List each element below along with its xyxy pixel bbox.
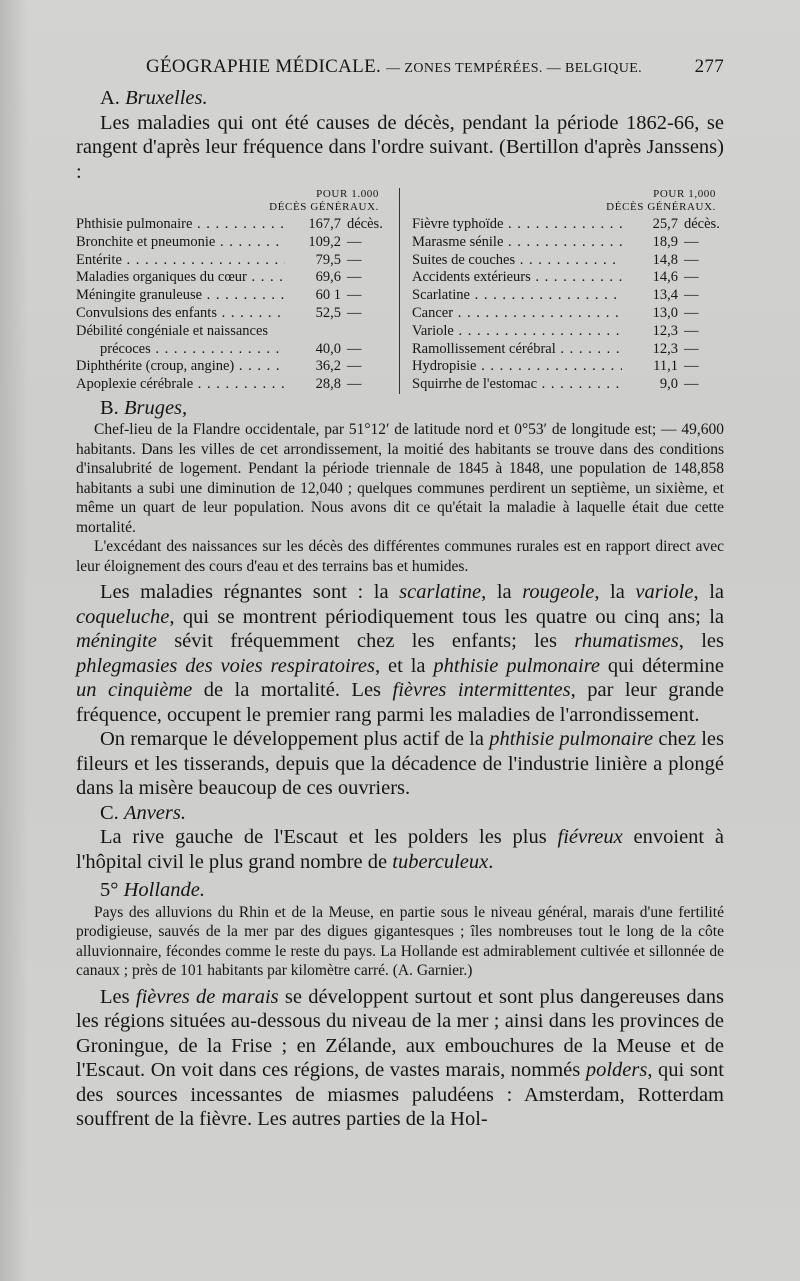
italic-run: phthisie pulmonaire — [433, 654, 601, 677]
death-rate-unit: — — [684, 376, 699, 393]
col-head-line-1: POUR 1.000 — [316, 188, 379, 200]
death-rate-value: 79,5 — [315, 251, 341, 268]
section-b-small-paragraph-2: L'excédant des naissances sur les décès des différentes communes rurales est en rapport direct avec leur éloignement des cours d'eau et des terrains bas et humides. — [76, 538, 724, 575]
cause-of-death: Débilité congéniale et naissances — [76, 322, 269, 339]
death-rate-unit: — — [347, 251, 362, 268]
section-a-intro: Les maladies qui ont été causes de décès, pendant la période 1862-66, se rangent d'après leur fréquence dans l'ordre suivant. (Bertillon d'après Janssens) : — [76, 111, 724, 183]
text-run: se développent surtout et sont plus dangereuses dans les régions situées au-dessous du niveau de la mer ; ainsi dans les provinces de Groningue, de la Frise ; en Zélande, aux embouchures de la Meuse et de l'Escaut. On voit dans ces régions, de vastes marais, nommés — [76, 985, 724, 1082]
table-row — [76, 287, 387, 305]
italic-run: un cinquième — [76, 679, 193, 702]
death-rate-unit: — — [684, 340, 699, 357]
death-rate-unit: — — [347, 358, 362, 375]
table-row — [76, 216, 387, 234]
death-rate-value: 14,6 — [652, 269, 678, 286]
section-b-paragraph-2 — [76, 727, 724, 801]
italic-run: fièvres intermittentes — [392, 679, 571, 702]
section-a-heading — [100, 86, 724, 111]
col-head-line-1r: POUR 1,000 — [653, 188, 716, 200]
death-rate-unit: — — [684, 269, 699, 286]
table-row — [76, 269, 387, 287]
italic-run: méningite — [76, 630, 157, 653]
page-spine-shadow — [0, 0, 28, 1281]
death-rate-unit: — — [347, 233, 362, 250]
death-rate-unit: — — [684, 287, 699, 304]
running-head-subtitle: — ZONES TEMPÉRÉES. — BELGIQUE. — [386, 61, 643, 76]
text-run: qui détermine — [600, 654, 725, 677]
running-head — [76, 56, 724, 78]
cause-of-death: Convulsions des enfants . . . — [76, 305, 285, 323]
text-run: de la mortalité. Les — [192, 679, 393, 702]
death-rate-value: 14,8 — [652, 251, 678, 268]
death-rate-value: 69,6 — [315, 269, 341, 286]
table-row — [76, 341, 387, 359]
text-run: , par leur grande fréquence, occupent le premier rang parmi les maladies de l'arrondissement. — [76, 679, 724, 726]
table-row — [76, 252, 387, 270]
section-5-heading — [100, 878, 724, 903]
text-run: Les maladies régnantes sont : la — [100, 581, 400, 604]
table-row — [76, 323, 387, 341]
death-rate-value: 28,8 — [315, 376, 341, 393]
table-col-head-right — [412, 188, 724, 214]
text-run: , et la — [374, 654, 434, 677]
table-row — [76, 305, 387, 323]
death-rate-unit: — — [684, 358, 699, 375]
death-rate-value: 12,3 — [652, 340, 678, 357]
section-c-title: Anvers. — [123, 801, 186, 824]
text-run: . — [488, 850, 494, 873]
death-rate-value: 109,2 — [308, 233, 341, 250]
cause-of-death: Variole . . . — [412, 323, 622, 341]
death-rate-value: 36,2 — [315, 358, 341, 375]
table-row — [412, 287, 724, 305]
death-rate-value: 11,1 — [653, 358, 678, 375]
death-rate-unit: — — [684, 233, 699, 250]
table-row — [412, 323, 724, 341]
cause-of-death: Maladies organiques du cœur . . . — [76, 269, 285, 287]
italic-run: rhumatismes — [574, 630, 679, 653]
text-run: , qui sont des sources incessantes de miasmes paludéens : Amsterdam, Rotterdam souffrent de la fièvre. Les autres parties de la Hol- — [76, 1059, 725, 1131]
table-row — [76, 234, 387, 252]
section-c-label: C. — [100, 801, 119, 824]
col-head-line-2r: DÉCÈS GÉNÉRAUX. — [606, 201, 716, 213]
text-run: , les — [678, 630, 724, 653]
table-col-head-left — [76, 188, 387, 214]
italic-run: variole — [635, 581, 694, 604]
table-row — [76, 376, 387, 394]
cause-of-death: Accidents extérieurs . . . — [412, 269, 622, 287]
death-rate-value: 12,3 — [652, 322, 678, 339]
death-rate-value: 167,7 — [308, 216, 341, 232]
section-5-title: Hollande. — [123, 879, 205, 902]
table-row — [412, 341, 724, 359]
cause-of-death: Phthisie pulmonaire . . . — [76, 216, 285, 234]
text-run: , la — [594, 581, 636, 604]
death-rate-value: 25,7 — [652, 216, 678, 232]
section-b-paragraph-1 — [76, 580, 724, 727]
italic-run: fièvres de marais — [135, 985, 279, 1008]
text-run: Les — [100, 985, 136, 1008]
death-rate-unit: décès. — [347, 216, 383, 232]
cause-of-death: précoces . . . — [76, 341, 285, 359]
italic-run: phlegmasies des voies respiratoires — [76, 654, 375, 677]
section-5-label: 5° — [100, 879, 119, 902]
death-rate-value: 18,9 — [652, 233, 678, 250]
text-run: La rive gauche de l'Escaut et les polders les plus — [100, 826, 558, 849]
cause-of-death: Squirrhe de l'estomac . . . — [412, 376, 622, 394]
death-rate-unit: — — [347, 287, 362, 304]
table-row — [412, 269, 724, 287]
table-row — [412, 216, 724, 234]
death-rate-value: 13,0 — [652, 304, 678, 321]
section-c-heading — [100, 801, 724, 826]
death-rate-unit: — — [347, 269, 362, 286]
italic-run: fiévreux — [557, 826, 623, 849]
right-rows — [412, 216, 724, 394]
section-5-paragraph-1 — [76, 985, 724, 1132]
section-c-paragraph-1 — [76, 825, 724, 874]
section-b-label: B. — [100, 396, 119, 419]
cause-of-death: Méningite granuleuse . . . — [76, 287, 285, 305]
death-rate-unit: décès. — [684, 216, 720, 232]
mortality-table-right — [400, 188, 724, 394]
cause-of-death: Ramollissement cérébral . . . — [412, 341, 622, 359]
cause-of-death: Hydropisie . . . — [412, 358, 622, 376]
death-rate-value: 40,0 — [315, 340, 341, 357]
table-row — [412, 358, 724, 376]
table-row — [412, 234, 724, 252]
cause-of-death: Scarlatine . . . — [412, 287, 622, 305]
death-rate-value: 13,4 — [652, 287, 678, 304]
italic-run: coqueluche — [76, 605, 170, 628]
text-run: chez les fileurs et les tisserands, depuis que la décadence de l'industrie linière a plongé dans la misère beaucoup de ces ouvriers. — [76, 728, 724, 800]
section-a-title: Bruxelles. — [125, 87, 208, 109]
death-rate-value: 60 1 — [315, 287, 341, 304]
section-b-title: Bruges, — [123, 396, 188, 419]
cause-of-death: Apoplexie cérébrale . . . — [76, 376, 285, 394]
death-rate-unit: — — [347, 376, 362, 393]
death-rate-value: 9,0 — [659, 376, 678, 393]
death-rate-unit: — — [684, 304, 699, 321]
text-run: envoient à l'hôpital civil le plus grand nombre de — [76, 826, 724, 873]
cause-of-death: Diphthérite (croup, angine) . . . — [76, 358, 285, 376]
death-rate-unit: — — [684, 251, 699, 268]
mortality-table-left — [76, 188, 400, 394]
running-head-title: GÉOGRAPHIE MÉDICALE. — [146, 56, 382, 77]
italic-run: rougeole — [522, 581, 595, 604]
italic-run: scarlatine — [399, 581, 482, 604]
death-rate-unit: — — [347, 340, 362, 357]
death-rate-unit: — — [347, 304, 362, 321]
text-run: , la — [481, 581, 523, 604]
cause-of-death: Bronchite et pneumonie . . . — [76, 234, 285, 252]
cause-of-death: Entérite . . . — [76, 252, 285, 270]
table-row — [412, 252, 724, 270]
italic-run: phthisie pulmonaire — [489, 728, 654, 751]
section-a-label: A. — [100, 87, 120, 109]
section-b-small-paragraph-1: Chef-lieu de la Flandre occidentale, par 51°12′ de latitude nord et 0°53′ de longitude est; — 49,600 habitants. Dans les villes de cet arrondissement, la moitié des habitants se trouve dans des conditions d'insalubrité de logement. Pendant la période triennale de 1845 à 1848, une population de 148,858 habitants a subi une diminution de 12,040 ; quelques communes perdirent un septième, un sixième, et même un quart de leur population. Nous avons dit ce qu'était la maladie à laquelle était due cette mortalité. — [76, 421, 724, 536]
table-row — [76, 358, 387, 376]
cause-of-death: Marasme sénile . . . — [412, 234, 622, 252]
left-rows — [76, 216, 387, 394]
table-row — [412, 376, 724, 394]
section-b-heading — [100, 396, 724, 421]
table-row — [412, 305, 724, 323]
cause-of-death: Fièvre typhoïde . . . — [412, 216, 622, 234]
italic-run: polders — [585, 1059, 648, 1082]
text-run: sévit fréquemment chez les enfants; les — [156, 630, 575, 653]
death-rate-value: 52,5 — [315, 304, 341, 321]
page-number: 277 — [694, 56, 724, 77]
col-head-line-2: DÉCÈS GÉNÉRAUX. — [269, 201, 379, 213]
cause-of-death: Cancer . . . — [412, 305, 622, 323]
italic-run: tuberculeux — [392, 850, 489, 873]
cause-of-death: Suites de couches . . . — [412, 252, 622, 270]
death-rate-unit: — — [684, 322, 699, 339]
text-run: , qui se montrent périodiquement tous les quatre ou cinq ans; la — [169, 605, 724, 628]
section-5-small-paragraph-1: Pays des alluvions du Rhin et de la Meuse, en partie sous le niveau général, marais d'une fertilité prodigieuse, sauvés de la mer par des digues gigantesques ; îles nombreuses tout le long de la côte alluvionnaire, fécondes comme le reste du pays. La Hollande est admirablement cultivée et sillonnée de canaux ; près de 101 habitants par kilomètre carré. (A. Garnier.) — [76, 903, 724, 980]
text-run: , la — [693, 581, 724, 604]
text-run: On remarque le développement plus actif de la — [100, 728, 490, 751]
mortality-table — [76, 188, 724, 394]
